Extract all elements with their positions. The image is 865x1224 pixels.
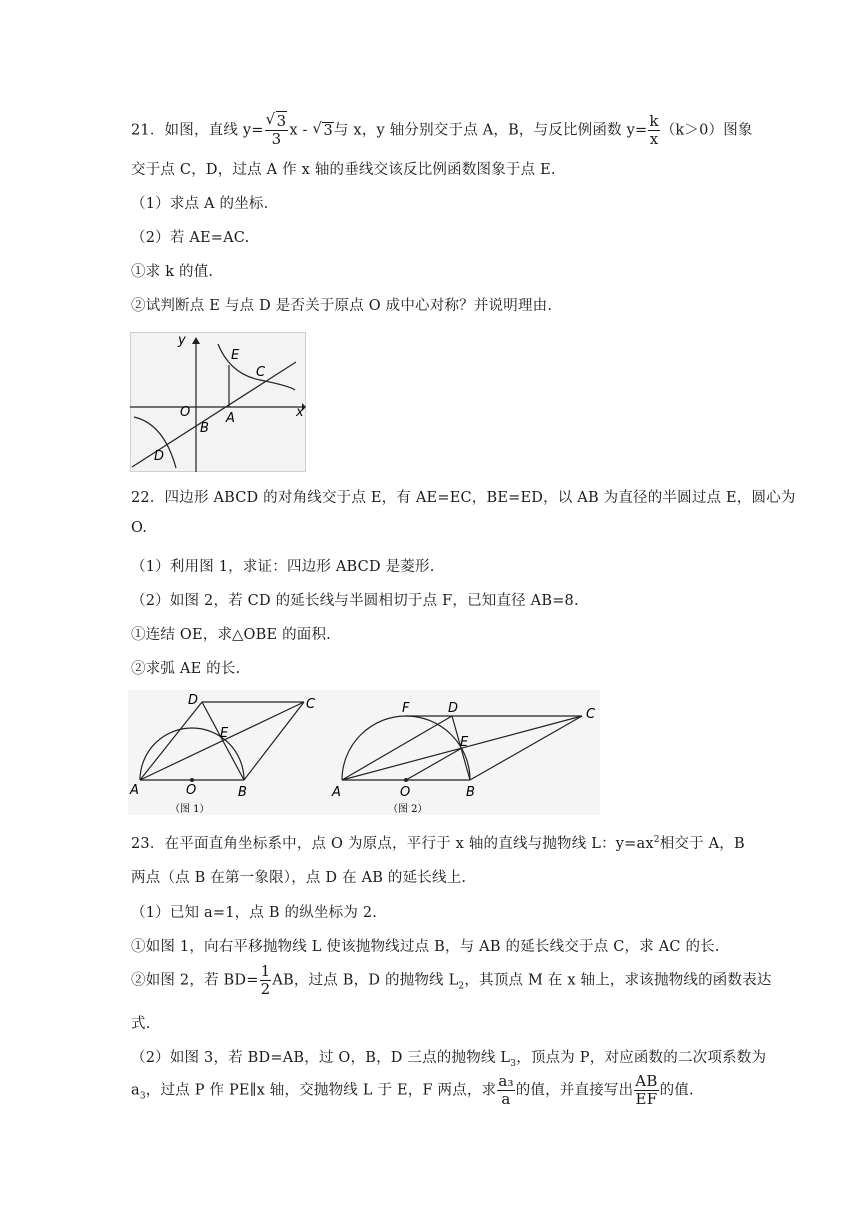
label-O: O bbox=[186, 783, 197, 798]
sqrt-3 bbox=[312, 123, 333, 139]
fraction-k-over-x bbox=[648, 114, 659, 147]
figure-caption: （图 2） bbox=[388, 804, 428, 815]
q21-part2b: ②试判断点 E 与点 D 是否关于原点 O 成中心对称？并说明理由. bbox=[131, 298, 553, 314]
q23-p1b-text-b: AB，过点 B，D 的抛物线 L bbox=[272, 972, 459, 989]
numerator: k bbox=[649, 112, 659, 130]
figure-caption: （图 1） bbox=[170, 804, 210, 815]
sqrt-symbol bbox=[266, 114, 288, 129]
radicand: 3 bbox=[323, 122, 333, 139]
q21-text-a: 21．如图，直线 y= bbox=[131, 122, 264, 139]
denominator: a bbox=[501, 1090, 511, 1108]
q23-text-a: 23．在平面直角坐标系中，点 O 为原点，平行于 x 轴的直线与抛物线 L：y=ax bbox=[131, 836, 654, 852]
q23-p2-text-a: （2）如图 3，若 BD=AB，过 O，B，D 三点的抛物线 L bbox=[131, 1050, 511, 1066]
numerator: AB bbox=[635, 1072, 658, 1090]
label-E: E bbox=[460, 735, 469, 750]
q23-p2c-text-c: 的值，并直接写出 bbox=[515, 1082, 634, 1099]
radicand: 3 bbox=[276, 112, 287, 130]
q23-part1: （1）已知 a=1，点 B 的纵坐标为 2. bbox=[131, 905, 378, 921]
q23-line1 bbox=[131, 832, 745, 853]
q23-part1b bbox=[131, 964, 772, 997]
figure-background bbox=[128, 690, 328, 815]
q23-part2 bbox=[131, 1046, 766, 1069]
center-point bbox=[190, 778, 194, 782]
q23-p2c-text-d: 的值. bbox=[659, 1082, 694, 1099]
label-C: C bbox=[306, 697, 316, 712]
label-B: B bbox=[466, 785, 475, 800]
label-y: y bbox=[178, 333, 186, 348]
q23-p2c-text-a: a bbox=[131, 1082, 140, 1099]
label-x: x bbox=[296, 405, 304, 420]
denominator: 2 bbox=[260, 980, 271, 998]
q23-part2-cont bbox=[131, 1074, 694, 1107]
q21-part1: （1）求点 A 的坐标. bbox=[131, 196, 269, 212]
label-B: B bbox=[200, 421, 209, 436]
q23-p2-text-b: ，顶点为 P，对应函数的二次项系数为 bbox=[516, 1050, 767, 1066]
label-B: B bbox=[238, 785, 247, 800]
q23-p1b-text-c: ，其顶点 M 在 x 轴上，求该抛物线的函数表达 bbox=[464, 972, 772, 989]
q21-part2a: ①求 k 的值. bbox=[131, 264, 214, 280]
numerator: 1 bbox=[260, 962, 271, 980]
fraction-AB-over-EF bbox=[634, 1074, 658, 1107]
denominator: 3 bbox=[271, 130, 282, 148]
fraction-sqrt3-over-3 bbox=[265, 114, 289, 147]
q23-part1a: ①如图 1，向右平移抛物线 L 使该抛物线过点 B，与 AB 的延长线交于点 C，求 AC 的长. bbox=[131, 939, 720, 955]
label-E: E bbox=[220, 726, 229, 741]
label-F: F bbox=[402, 701, 410, 716]
label-D: D bbox=[188, 693, 199, 708]
q21-text-c: 与 x，y 轴分别交于点 A，B，与反比例函数 y= bbox=[333, 122, 648, 139]
q21-line1 bbox=[131, 114, 753, 147]
label-A: A bbox=[226, 411, 235, 426]
q21-line2: 交于点 C，D，过点 A 作 x 轴的垂线交该反比例函数图象于点 E. bbox=[131, 162, 556, 178]
q22-figure-1 bbox=[128, 690, 328, 815]
label-O: O bbox=[400, 785, 411, 800]
figure-background bbox=[326, 690, 600, 815]
superscript: 2 bbox=[653, 835, 660, 846]
q21-part2: （2）若 AE=AC. bbox=[131, 230, 250, 246]
subscript: 3 bbox=[510, 1058, 517, 1069]
q21-text-b: x - bbox=[289, 122, 313, 139]
q23-p1b-text-a: ②如图 2，若 BD= bbox=[131, 972, 259, 989]
q23-part1b-cont: 式. bbox=[131, 1016, 151, 1032]
label-C: C bbox=[586, 707, 596, 722]
q21-figure bbox=[130, 332, 306, 472]
fraction-a3-over-a bbox=[497, 1074, 514, 1107]
q22-part2: （2）如图 2，若 CD 的延长线与半圆相切于点 F，已知直径 AB=8. bbox=[131, 593, 579, 609]
label-E: E bbox=[231, 348, 240, 363]
label-A: A bbox=[332, 785, 341, 800]
q23-line2: 两点（点 B 在第一象限），点 D 在 AB 的延长线上. bbox=[131, 870, 467, 886]
q23-p2c-text-b: ，过点 P 作 PE∥x 轴，交抛物线 L 于 E，F 两点，求 bbox=[145, 1082, 497, 1099]
subscript: 3 bbox=[139, 1091, 146, 1102]
label-D: D bbox=[154, 449, 165, 464]
numerator: a₃ bbox=[498, 1072, 514, 1090]
q22-part2a: ①连结 OE，求△OBE 的面积. bbox=[131, 627, 331, 643]
center-point bbox=[404, 778, 408, 782]
q23-text-b: 相交于 A，B bbox=[659, 836, 745, 852]
denominator: x bbox=[649, 130, 659, 148]
label-C: C bbox=[256, 365, 266, 380]
q22-figure-2 bbox=[326, 690, 600, 815]
fraction-one-half bbox=[260, 964, 272, 997]
subscript: 2 bbox=[458, 981, 465, 992]
q22-part1: （1）利用图 1，求证：四边形 ABCD 是菱形. bbox=[131, 559, 435, 575]
q21-text-d: （k＞0）图象 bbox=[660, 122, 753, 139]
q22-part2b: ②求弧 AE 的长. bbox=[131, 661, 241, 677]
label-O: O bbox=[180, 405, 191, 420]
denominator: EF bbox=[635, 1090, 658, 1108]
q22-line1: 22．四边形 ABCD 的对角线交于点 E，有 AE=EC，BE=ED，以 AB 为直径的半圆过点 E，圆心为 bbox=[131, 490, 796, 506]
label-A: A bbox=[130, 783, 139, 798]
q22-line2: O. bbox=[131, 520, 148, 536]
label-D: D bbox=[448, 701, 459, 716]
